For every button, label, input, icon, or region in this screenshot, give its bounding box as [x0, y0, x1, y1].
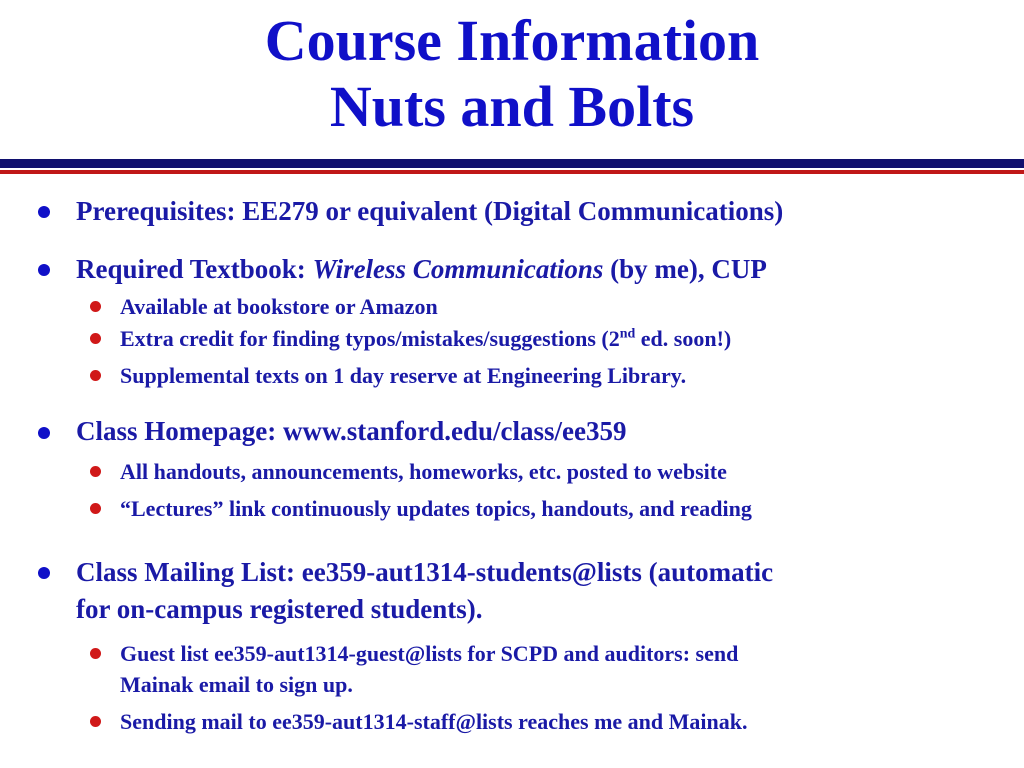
slide-title-line-2: Nuts and Bolts: [329, 74, 695, 139]
sub-bullet-dot-icon: [90, 648, 101, 659]
extra-credit-suffix: ed. soon!): [635, 326, 732, 351]
bullet-mailing-list: [76, 554, 976, 628]
bullet-dot-icon: [38, 567, 50, 579]
sub-bullet-dot-icon: [90, 301, 101, 312]
sub-bullet-supplemental: Supplemental texts on 1 day reserve at Engineering Library.: [120, 363, 687, 388]
extra-credit-text: Extra credit for finding typos/mistakes/suggestions (2: [120, 326, 620, 351]
sub-bullet-staff-list: Sending mail to ee359-aut1314-staff@lists reaches me and Mainak.: [120, 709, 748, 734]
sub-bullet-extra-credit: [120, 323, 980, 354]
mailing-list-line-2: for on-campus registered students).: [76, 594, 483, 624]
guest-list-line-1: Guest list ee359-aut1314-guest@lists for SCPD and auditors: send: [120, 641, 739, 666]
textbook-prefix: Required Textbook:: [76, 254, 313, 284]
sub-bullet-bookstore: Available at bookstore or Amazon: [120, 294, 438, 319]
bullet-dot-icon: [38, 427, 50, 439]
bullet-prerequisites: Prerequisites: EE279 or equivalent (Digital Communications): [76, 196, 784, 226]
mailing-list-line-1: Class Mailing List: ee359-aut1314-students@lists (automatic: [76, 557, 774, 587]
sub-bullet-guest-list: [120, 638, 980, 700]
sub-bullet-dot-icon: [90, 466, 101, 477]
guest-list-line-2: Mainak email to sign up.: [120, 672, 353, 697]
sub-bullet-dot-icon: [90, 333, 101, 344]
sub-bullet-handouts: All handouts, announcements, homeworks, etc. posted to website: [120, 459, 727, 484]
bullet-dot-icon: [38, 264, 50, 276]
bullet-textbook: [76, 251, 976, 288]
edition-superscript: nd: [619, 326, 636, 342]
sub-bullet-dot-icon: [90, 716, 101, 727]
sub-bullet-lectures: “Lectures” link continuously updates topics, handouts, and reading: [120, 496, 752, 521]
bullet-homepage: Class Homepage: www.stanford.edu/class/ee359: [76, 416, 627, 446]
sub-bullet-dot-icon: [90, 503, 101, 514]
textbook-suffix: (by me), CUP: [603, 254, 767, 284]
bullet-dot-icon: [38, 206, 50, 218]
sub-bullet-dot-icon: [90, 370, 101, 381]
slide-title-line-1: Course Information: [264, 8, 760, 73]
textbook-title: Wireless Communications: [312, 254, 604, 284]
